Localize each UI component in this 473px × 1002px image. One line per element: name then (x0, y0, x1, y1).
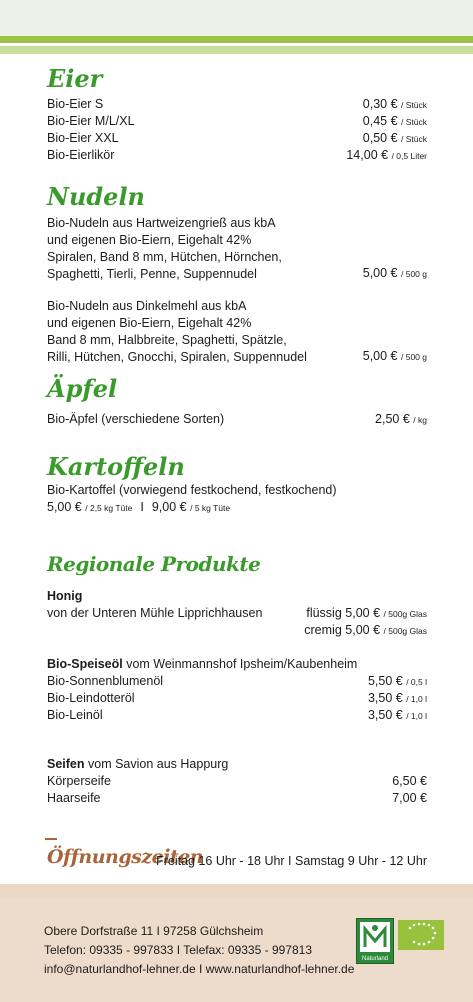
item-line: Band 8 mm, Halbbreite, Spaghetti, Spätzle, (47, 333, 287, 347)
opening-title: Öffnungszeiten (47, 846, 204, 868)
top-band-green-light (0, 46, 473, 54)
section-title-aepfel: Äpfel (47, 374, 118, 403)
list-item (47, 96, 427, 113)
honig-title: Honig (47, 589, 83, 603)
list-item (47, 298, 427, 366)
section-title-regional: Regionale Produkte (47, 552, 261, 576)
item-price: 5,50 € / 0,5 l (367, 674, 427, 688)
item-name: Bio-Leinöl (47, 708, 103, 722)
item-line: Spaghetti, Tierli, Penne, Suppennudel (47, 267, 257, 281)
item-line: Bio-Nudeln aus Dinkelmehl aus kbA (47, 299, 247, 313)
item-price: 3,50 € / 1,0 l (367, 708, 427, 722)
item-price: flüssig 5,00 € / 500g Glas (306, 606, 427, 620)
item-price: 0,45 € / Stück (362, 114, 427, 128)
section-title-nudeln: Nudeln (47, 182, 146, 211)
item-line: Spiralen, Band 8 mm, Hütchen, Hörnchen, (47, 250, 282, 264)
top-band-green (0, 36, 473, 43)
item-line: und eigenen Bio-Eiern, Eigehalt 42% (47, 316, 252, 330)
top-band-light (0, 0, 473, 36)
list-item (47, 113, 427, 130)
eu-organic-leaf-icon (398, 920, 444, 950)
item-name: Haarseife (47, 791, 101, 805)
item-price: 5,00 € / 500 g (362, 266, 427, 280)
item-price: 5,00 € / 500 g (362, 349, 427, 363)
item-name: Bio-Sonnenblumenöl (47, 674, 164, 688)
item-line: Rilli, Hütchen, Gnocchi, Spiralen, Suppennudel (47, 350, 307, 364)
list-item (47, 690, 427, 707)
item-name: von der Unteren Mühle Lipprichhausen (47, 606, 263, 620)
list-item (47, 147, 427, 164)
item-name: Bio-Eierlikör (47, 148, 115, 162)
list-item (47, 790, 427, 806)
list-item (47, 411, 427, 428)
item-name: Körperseife (47, 774, 111, 788)
item-price: 3,50 € / 1,0 l (367, 691, 427, 705)
list-item (47, 773, 427, 789)
separator: I (140, 500, 144, 514)
footer-phone: Telefon: 09335 - 997833 I Telefax: 09335 - 997813 (44, 943, 312, 957)
seifen-title: Seifen vom Savion aus Happurg (47, 757, 229, 771)
item-name: Bio-Eier XXL (47, 131, 119, 145)
list-item (47, 130, 427, 147)
list-item (47, 622, 427, 639)
footer-band (0, 884, 473, 898)
footer-web[interactable]: info@naturlandhof-lehner.de I www.naturlandhof-lehner.de (44, 962, 355, 976)
item-price: 6,50 € (392, 774, 427, 788)
item-price: cremig 5,00 € / 500g Glas (304, 623, 427, 637)
naturland-logo-label: Naturland (361, 956, 388, 962)
opening-times: Freitag 16 Uhr - 18 Uhr I Samstag 9 Uhr - 12 Uhr (156, 854, 427, 868)
naturland-logo-icon (356, 918, 394, 964)
list-item (47, 605, 427, 622)
item-name: Bio-Kartoffel (vorwiegend festkochend, festkochend) (47, 483, 337, 497)
item-price: 5,00 € / 2,5 kg Tüte (47, 500, 133, 514)
certification-logos (356, 918, 446, 974)
item-name: Bio-Eier M/L/XL (47, 114, 135, 128)
item-line: und eigenen Bio-Eiern, Eigehalt 42% (47, 233, 252, 247)
section-title-kartoffeln: Kartoffeln (47, 452, 185, 481)
item-name: Bio-Leindotteröl (47, 691, 135, 705)
item-price: 2,50 € / kg (375, 412, 427, 426)
oel-title: Bio-Speiseöl vom Weinmannshof Ipsheim/Kaubenheim (47, 657, 358, 671)
item-price: 9,00 € / 5 kg Tüte (151, 500, 231, 514)
naturland-emblem-icon (357, 919, 393, 955)
list-item (47, 673, 427, 690)
list-item (47, 482, 427, 498)
opening-hours (47, 838, 427, 870)
item-line: Bio-Nudeln aus Hartweizengrieß aus kbA (47, 216, 276, 230)
list-item (47, 215, 427, 283)
item-price: 0,50 € / Stück (362, 131, 427, 145)
kartoffel-prices (47, 499, 427, 516)
list-item (47, 707, 427, 724)
item-price: 0,30 € / Stück (362, 97, 427, 111)
item-price: 7,00 € (392, 791, 427, 805)
item-name: Bio-Äpfel (verschiedene Sorten) (47, 412, 225, 426)
item-price: 14,00 € / 0,5 Liter (346, 148, 427, 162)
decorative-dash (45, 838, 57, 840)
footer-address: Obere Dorfstraße 11 I 97258 Gülchsheim (44, 924, 264, 938)
item-name: Bio-Eier S (47, 97, 104, 111)
section-title-eier: Eier (47, 64, 103, 93)
